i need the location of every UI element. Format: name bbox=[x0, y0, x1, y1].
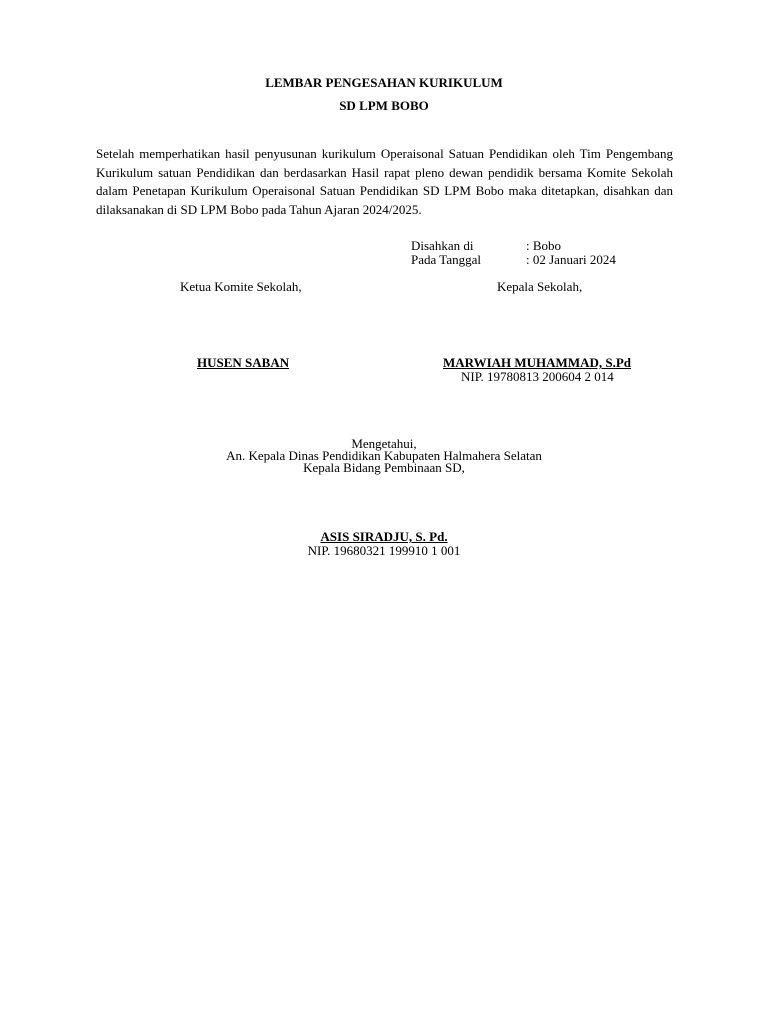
ratified-place-value: : Bobo bbox=[526, 238, 562, 253]
ratified-date-label: Pada Tanggal bbox=[411, 252, 481, 267]
principal-nip: NIP. 19780813 200604 2 014 bbox=[461, 369, 614, 384]
committee-role: Ketua Komite Sekolah, bbox=[180, 279, 302, 294]
acknowledgement-name: ASIS SIRADJU, S. Pd. bbox=[320, 529, 448, 544]
ratified-place-label: Disahkan di bbox=[411, 238, 474, 253]
acknowledgement-role: Kepala Bidang Pembinaan SD, bbox=[303, 460, 465, 475]
acknowledgement-nip: NIP. 19680321 199910 1 001 bbox=[307, 543, 461, 558]
ratification-paragraph: Setelah memperhatikan hasil penyusunan kurikulum Operaisonal Satuan Pendidikan oleh Tim Pengembang Kurikulum satuan Pendidikan dan berdasarkan Hasil rapat pleno dewan pendidik bersama Komite Sekolah dalam Penetapan Kurikulum Operaisonal Satuan Pendidikan SD LPM Bobo maka ditetapkan, disahkan dan dilaksanakan di SD LPM Bobo pada Tahun Ajaran 2024/2025. bbox=[96, 146, 673, 217]
ratified-date-value: : 02 Januari 2024 bbox=[526, 252, 616, 267]
acknowledgement-heading: Mengetahui, bbox=[351, 436, 417, 451]
school-name: SD LPM BOBO bbox=[339, 98, 429, 113]
principal-name: MARWIAH MUHAMMAD, S.Pd bbox=[443, 355, 632, 370]
principal-role: Kepala Sekolah, bbox=[497, 279, 583, 294]
committee-name: HUSEN SABAN bbox=[197, 355, 290, 370]
acknowledgement-office: An. Kepala Dinas Pendidikan Kabupaten Halmahera Selatan bbox=[226, 448, 542, 463]
document-title: LEMBAR PENGESAHAN KURIKULUM bbox=[265, 75, 503, 90]
